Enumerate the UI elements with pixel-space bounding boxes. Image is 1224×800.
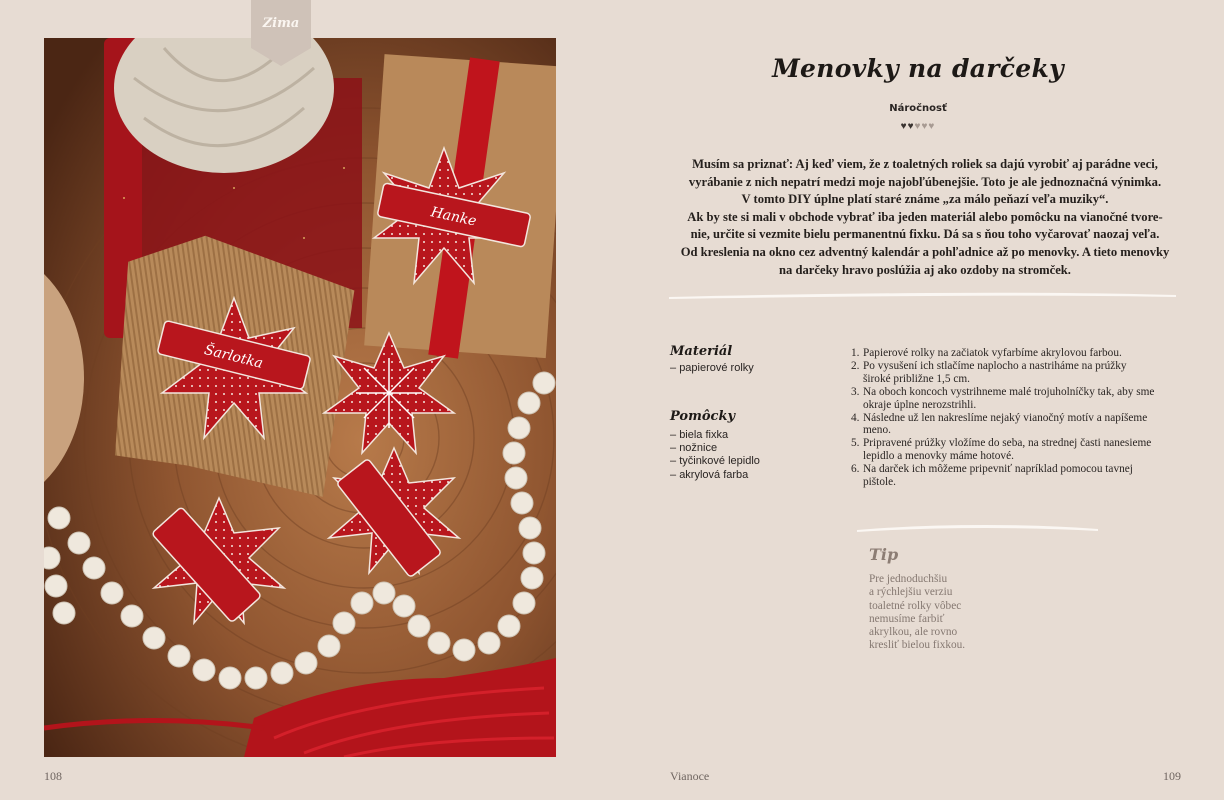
instructions-list xyxy=(851,347,1181,489)
difficulty-label: Náročnosť xyxy=(889,103,947,114)
page-number-right: 109 xyxy=(1163,769,1181,783)
step-line: Po vysušení ich stlačíme naplocho a nastriháme na prúžky xyxy=(863,359,1127,372)
intro-line: Musím sa priznať: Aj keď viem, že z toaletných roliek sa dajú vyrobiť aj parádne veci, xyxy=(692,157,1158,171)
heart-icon: ♥ xyxy=(900,121,908,132)
material-heading: Materiál xyxy=(670,344,733,359)
page-title: Menovky na darčeky xyxy=(772,54,1064,83)
intro-line: vyrábanie z nich nepatrí medzi moje najobľúbenejšie. Toto je ale jednoznačná výnimka. xyxy=(688,174,1162,189)
step-line: Následne už len nakreslíme nejaký vianočný motív a napíšeme xyxy=(863,411,1148,424)
photo-tag-sarlotka: Šarlotka xyxy=(202,341,265,372)
tools-list xyxy=(670,429,760,482)
step-number: 3. xyxy=(851,385,860,398)
step-line: pištole. xyxy=(863,476,896,489)
photo-tag-hanke: Hanke xyxy=(429,204,478,230)
step-item xyxy=(851,347,1181,360)
heart-icon: ♥ xyxy=(914,121,922,132)
heart-icon: ♥ xyxy=(907,121,915,132)
section-tab-label: Zima xyxy=(262,16,300,31)
step-line: široké približne 1,5 cm. xyxy=(863,372,970,385)
step-number: 6. xyxy=(851,463,860,476)
tip-line: nemusíme farbiť xyxy=(869,612,945,625)
intro-line: Od kreslenia na okno cez adventný kalendár a pohľadnice až po menovky. A tieto menovky xyxy=(680,244,1170,259)
material-list xyxy=(670,362,754,375)
step-number: 4. xyxy=(851,411,860,424)
tools-heading: Pomôcky xyxy=(670,409,735,424)
section-tab xyxy=(251,0,311,66)
intro-line: V tomto DIY úplne platí staré známe „za málo peňazí veľa muziky“. xyxy=(741,192,1109,207)
step-line: Papierové rolky na začiatok vyfarbíme akrylovou farbou. xyxy=(863,347,1122,359)
step-line: Na darček ich môžeme pripevniť napríklad pomocou tavnej xyxy=(863,463,1133,476)
intro-line: Ak by ste si mali v obchode vybrať iba jeden materiál alebo pomôcku na vianočné tvore- xyxy=(687,209,1163,224)
list-item: – nožnice xyxy=(670,442,760,455)
step-line: Na oboch koncoch vystrihneme malé trojuholníčky tak, aby sme xyxy=(863,385,1155,398)
running-head: Vianoce xyxy=(670,769,710,783)
step-item xyxy=(851,412,1181,438)
divider-stroke xyxy=(668,289,1178,301)
step-line: Pripravené prúžky vložíme do seba, na strednej časti nanesieme xyxy=(863,437,1152,450)
tip-text xyxy=(869,573,1019,653)
tip-line: kresliť bielou fixkou. xyxy=(869,639,966,652)
tip-divider-stroke xyxy=(856,521,1100,533)
tip-line: a rýchlejšiu verziu xyxy=(869,586,953,599)
intro-line: nie, určite si vezmite bielu permanentnú fixku. Dá sa s ňou toho vyčarovať naozaj veľa. xyxy=(690,227,1160,242)
intro-text xyxy=(669,156,1181,279)
tip-line: Pre jednoduchšiu xyxy=(869,573,948,585)
list-item: – papierové rolky xyxy=(670,362,754,375)
step-item xyxy=(851,360,1181,386)
tip-line: toaletné rolky vôbec xyxy=(869,599,962,612)
step-line: lepidlo a menovky máme hotové. xyxy=(863,450,1014,463)
heart-icon: ♥ xyxy=(921,121,929,132)
list-item: – akrylová farba xyxy=(670,469,760,482)
step-number: 2. xyxy=(851,359,860,372)
step-line: meno. xyxy=(863,424,891,437)
tip-line: akrylkou, ale rovno xyxy=(869,626,958,639)
step-line: okraje úplne nerozstrihli. xyxy=(863,398,977,411)
photo-craft-tags xyxy=(44,38,556,757)
heart-icon: ♥ xyxy=(928,121,936,132)
step-item xyxy=(851,463,1181,489)
tip-heading: Tip xyxy=(869,545,899,564)
page-number-left: 108 xyxy=(44,769,62,783)
difficulty-rating xyxy=(670,121,1166,132)
step-item xyxy=(851,386,1181,412)
list-item: – biela fixka xyxy=(670,429,760,442)
step-number: 5. xyxy=(851,437,860,450)
intro-line: na darčeky hravo poslúžia aj ako ozdoby na stromček. xyxy=(779,262,1071,277)
step-item xyxy=(851,437,1181,463)
list-item: – tyčinkové lepidlo xyxy=(670,455,760,468)
step-number: 1. xyxy=(851,347,860,359)
